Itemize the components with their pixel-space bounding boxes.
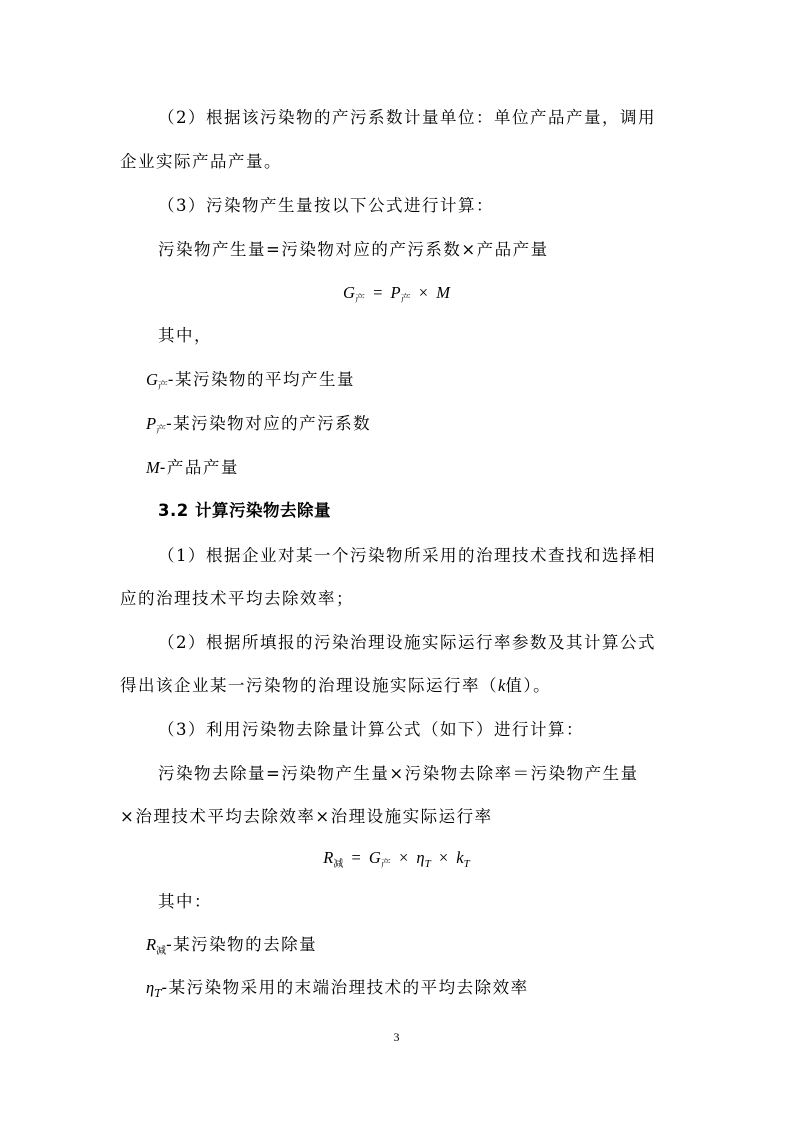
paragraph-line: （2）根据所填报的污染治理设施实际运行率参数及其计算公式 — [158, 633, 656, 652]
formula-symbol: η — [416, 848, 425, 867]
definition-symbol: P — [146, 414, 157, 433]
definition-subscript: T — [154, 987, 162, 1000]
paragraph-line — [120, 675, 551, 697]
formula-operator: × — [398, 848, 409, 867]
paragraph-line: （3）污染物产生量按以下公式进行计算： — [158, 196, 494, 215]
definition-line — [146, 413, 371, 438]
formula-symbol: R — [323, 848, 334, 867]
paragraph-line: 企业实际产品产量。 — [120, 152, 282, 171]
paragraph-text: 得出该企业某一污染物的治理设施实际运行率（ — [120, 676, 498, 695]
paragraph-line: （1）根据企业对某一个污染物所采用的治理技术查找和选择相 — [158, 546, 656, 565]
section-heading: 3.2 计算污染物去除量 — [158, 501, 331, 520]
formula-subscript: T — [463, 858, 470, 870]
paragraph-line: （3）利用污染物去除量计算公式（如下）进行计算： — [158, 720, 584, 739]
definition-line — [146, 934, 317, 959]
formula-subscript: 减 — [333, 859, 344, 870]
formula-symbol: G — [343, 283, 355, 302]
paragraph-line: 污染物去除量=污染物产生量×污染物去除率＝污染物产生量 — [158, 764, 639, 783]
formula-subscript: 产 — [354, 294, 365, 305]
definition-subscript: 产 — [157, 381, 168, 392]
formula-operator: = — [351, 848, 361, 867]
definition-symbol: M — [146, 458, 160, 477]
definition-text: -某污染物采用的末端治理技术的平均去除效率 — [161, 978, 529, 997]
definition-symbol: G — [146, 370, 158, 389]
paragraph-line: 污染物产生量=污染物对应的产污系数×产品产量 — [158, 240, 549, 259]
definition-line — [146, 369, 355, 394]
formula-operator: × — [438, 848, 449, 867]
formula-subscript: 产 — [380, 859, 391, 870]
formula-removal — [0, 847, 793, 872]
formula-symbol: k — [456, 848, 464, 867]
formula-symbol: M — [436, 283, 450, 302]
formula-subscript: T — [424, 858, 431, 870]
paragraph-line: 其中， — [158, 326, 212, 345]
definition-line — [146, 457, 239, 479]
paragraph-line: （2）根据该污染物的产污系数计量单位：单位产品产量，调用 — [158, 108, 656, 127]
formula-operator: = — [373, 283, 383, 302]
definition-text: -产品产量 — [159, 458, 239, 477]
definition-line — [146, 977, 529, 1001]
paragraph-text: 值）。 — [505, 676, 552, 695]
page-number: 3 — [393, 1030, 400, 1044]
formula-symbol: G — [368, 848, 381, 867]
paragraph-line: 其中： — [158, 892, 212, 911]
variable-k: k — [498, 676, 506, 695]
formula-subscript: 产 — [400, 294, 411, 305]
definition-subscript: 产 — [156, 425, 167, 436]
paragraph-line: 应的治理技术平均去除效率； — [120, 589, 354, 608]
definition-symbol: η — [146, 978, 155, 997]
definition-text: -某污染物对应的产污系数 — [166, 414, 372, 433]
formula-operator: × — [418, 283, 429, 302]
definition-symbol: R — [146, 935, 157, 954]
formula-symbol: P — [390, 283, 401, 302]
definition-subscript: 减 — [156, 946, 167, 957]
definition-text: -某污染物的平均产生量 — [167, 370, 355, 389]
definition-text: -某污染物的去除量 — [166, 935, 318, 954]
paragraph-line: ×治理技术平均去除效率×治理设施实际运行率 — [120, 807, 493, 826]
formula-gross-output — [0, 282, 793, 307]
